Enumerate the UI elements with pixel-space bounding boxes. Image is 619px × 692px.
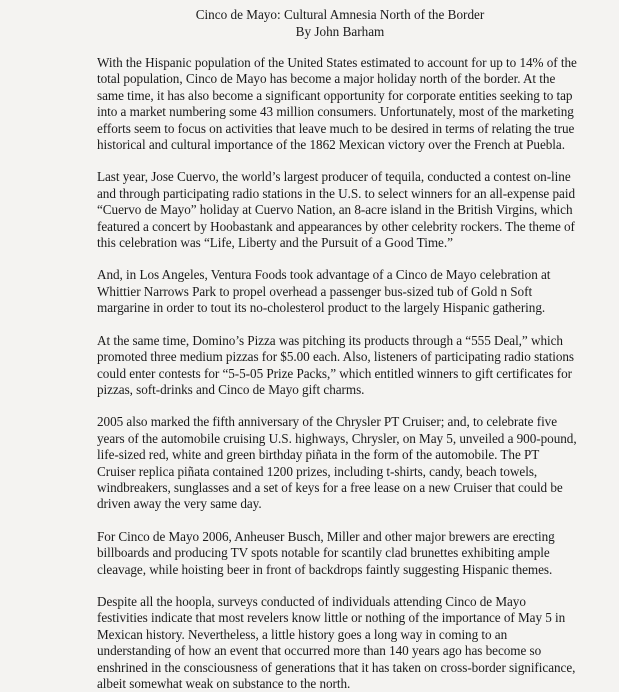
- paragraph-6: For Cinco de Mayo 2006, Anheuser Busch, Miller and other major brewers are erecting billboards and producing TV spots notable for scantily clad brunettes exhibiting ample cleavage, while hoisting beer in front of backdrops faintly suggesting Hispanic themes.: [97, 528, 555, 577]
- paragraph-5: 2005 also marked the fifth anniversary of the Chrysler PT Cruiser; and, to celebrate five years of the automobile cruising U.S. highways, Chrysler, on May 5, unveiled a 900-pound, life-sized red, white and green birthday piñata in the form of the automobile. The PT Cruiser replica piñata contained 1200 prizes, including t-shirts, candy, beach towels, windbreakers, sunglasses and a set of keys for a free lease on a new Cruiser that could be driven away the very same day.: [97, 414, 577, 512]
- paragraph-2: Last year, Jose Cuervo, the world’s largest producer of tequila, conducted a contest on-line and through participating radio stations in the U.S. to select winners for an all-expense paid “Cuervo de Mayo” holiday at Cuervo Nation, an 8-acre island in the British Virgins, which featured a concert by Hoobastank and appearances by other celebrity rockers. The theme of this celebration was “Life, Liberty and the Pursuit of a Good Time.”: [97, 169, 575, 251]
- document-byline: By John Barham: [295, 24, 385, 39]
- paragraph-3: And, in Los Angeles, Ventura Foods took advantage of a Cinco de Mayo celebration at Whittier Narrows Park to propel overhead a passenger bus-sized tub of Gold n Soft margarine in order to tout its no-cholesterol product to the largely Hispanic gathering.: [97, 267, 551, 316]
- paragraph-4: At the same time, Domino’s Pizza was pitching its products through a “555 Deal,” which promoted three medium pizzas for $5.00 each. Also, listeners of participating radio stations could enter contests for “5-5-05 Prize Packs,” which entitled winners to gift certificates for pizzas, soft-drinks and Cinco de Mayo gift charms.: [97, 332, 574, 397]
- paragraph-7: Despite all the hoopla, surveys conducted of individuals attending Cinco de Mayo festivities indicate that most revelers know little or nothing of the importance of May 5 in Mexican history. Nevertheless, a little history goes a long way in coming to an understanding of how an event that occurred more than 140 years ago has become so enshrined in the consciousness of generations that it has taken on cross-border significance, albeit somewhat weak on substance to the north.: [97, 593, 576, 691]
- document-title: Cinco de Mayo: Cultural Amnesia North of the Border: [195, 7, 485, 22]
- paragraph-1: With the Hispanic population of the United States estimated to account for up to 14% of the total population, Cinco de Mayo has become a major holiday north of the border. At the same time, it has also become a significant opportunity for corporate entities seeking to tap into a market numbering some 43 million consumers. Unfortunately, most of the marketing efforts seem to focus on activities that leave much to be desired in terms of relating the true historical and cultural importance of the 1862 Mexican victory over the French at Puebla.: [97, 55, 577, 153]
